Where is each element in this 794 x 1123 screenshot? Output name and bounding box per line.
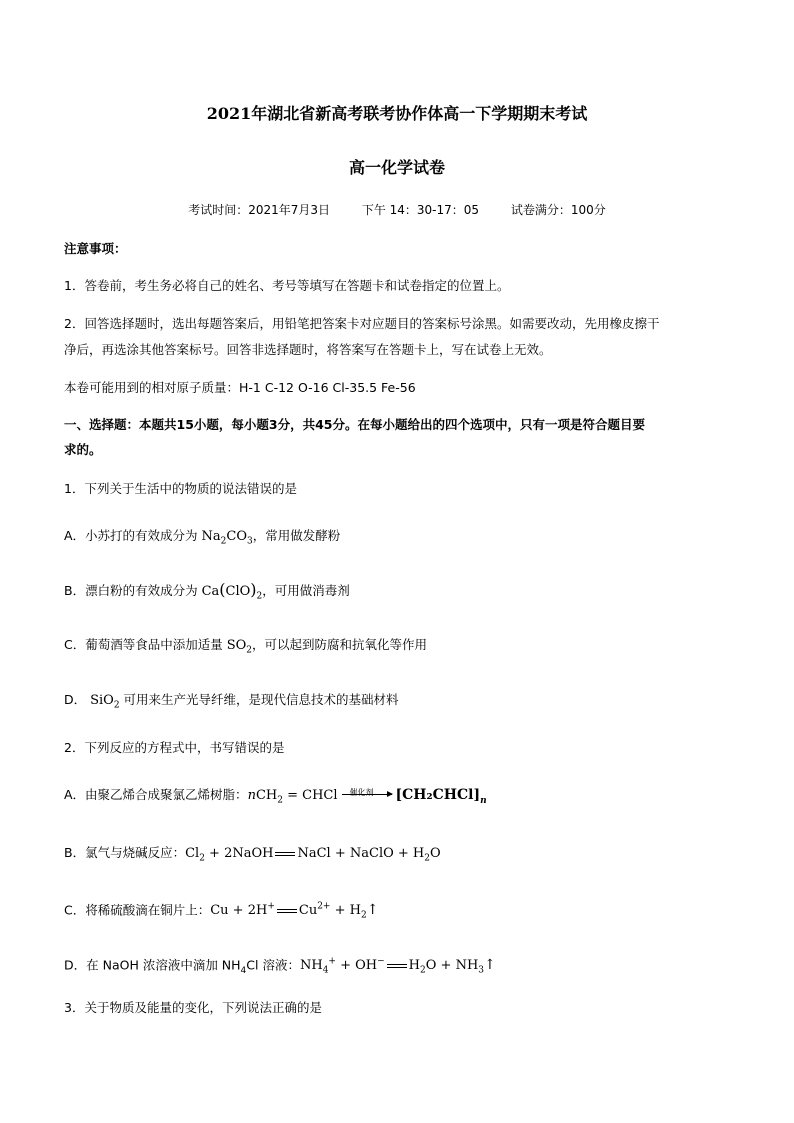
reaction-a-product: $[CH_2CHCl]_n$ (395, 787, 487, 806)
q2-option-d: D．在 NaOH 浓溶液中滴加 $NH_4Cl$ 溶液：$NH_4^+ + OH^-$ $H_2O$ + $NH_3↑$ (64, 957, 496, 976)
exam-time: 考试时间：2021年7月3日 (188, 203, 330, 217)
exam-period: 下午 14：30-17：05 (361, 203, 480, 217)
q1-option-a: A．小苏打的有效成分为 $Na_2CO_3$，常用做发酵粉 (64, 528, 341, 547)
formula-na2co3: $Na_2CO_3$ (201, 529, 253, 547)
gas-arrow-icon: ↑ (366, 902, 379, 919)
equals-sign (275, 852, 295, 856)
equals-sign (387, 964, 407, 968)
reaction-a-reactant: nCH$_2$ = CHCl (247, 788, 338, 806)
exam-meta (0, 201, 794, 218)
q3-stem: 3．关于物质及能量的变化，下列说法正确的是 (64, 1000, 322, 1015)
notes-item-2-line-2: 净后，再选涂其他答案标号。回答非选择题时，将答案写在答题卡上，写在试卷上无效。 (64, 342, 552, 357)
formula-so2: $SO_2$ (226, 638, 253, 656)
q1-stem: 1．下列关于生活中的物质的说法错误的是 (64, 481, 297, 496)
notes-item-2-line-1: 2．回答选择题时，选出每题答案后，用铅笔把答案卡对应题目的答案标号涂黑。如需要改动，先用橡皮擦干 (64, 316, 660, 331)
section-1-heading-line-1: 一、选择题：本题共15小题，每小题3分，共45分。在每小题给出的四个选项中，只有一项是符合题目要 (64, 417, 645, 432)
q2-option-a: A．由聚乙烯合成聚氯乙烯树脂：nCH$_2$ = CHCl 催化剂 $[CH_2CHCl]_n$ (64, 787, 487, 806)
full-score: 试卷满分：100分 (510, 203, 606, 217)
formula-ca-clo-2: $Ca(ClO)_2$ (201, 580, 263, 602)
gas-arrow-icon: ↑ (484, 957, 496, 974)
equals-sign (277, 909, 297, 913)
q2-stem: 2．下列反应的方程式中，书写错误的是 (64, 740, 285, 755)
atomic-masses: 本卷可能用到的相对原子质量：H-1 C-12 O-16 Cl-35.5 Fe-56 (64, 380, 416, 395)
q2-option-c: C．将稀硫酸滴在铜片上：Cu + 2H+ $Cu^{2+}$ + $H_2↑$ (64, 902, 379, 921)
q1-option-c: C．葡萄酒等食品中添加适量 $SO_2$，可以起到防腐和抗氧化等作用 (64, 637, 428, 656)
notes-item-1: 1．答卷前，考生务必将自己的姓名、考号等填写在答题卡和试卷指定的位置上。 (64, 278, 510, 293)
section-1-heading-line-2: 求的。 (64, 442, 102, 457)
q1-option-b: B．漂白粉的有效成分为 $Ca(ClO)_2$，可用做消毒剂 (64, 580, 350, 602)
reaction-arrow: 催化剂 (342, 794, 392, 795)
formula-sio2: SiO$_2$ (90, 693, 120, 711)
q2-option-b: B．氯气与烧碱反应：$Cl_2$ + 2NaOH NaCl + NaClO + $H_2O$ (64, 845, 441, 864)
exam-subtitle: 高一化学试卷 (348, 158, 445, 177)
notes-heading: 注意事项： (64, 241, 127, 256)
exam-title: 2021年湖北省新高考联考协作体高一下学期期末考试 (206, 104, 588, 123)
q1-option-d: D． SiO$_2$ 可用来生产光导纤维，是现代信息技术的基础材料 (64, 692, 399, 711)
